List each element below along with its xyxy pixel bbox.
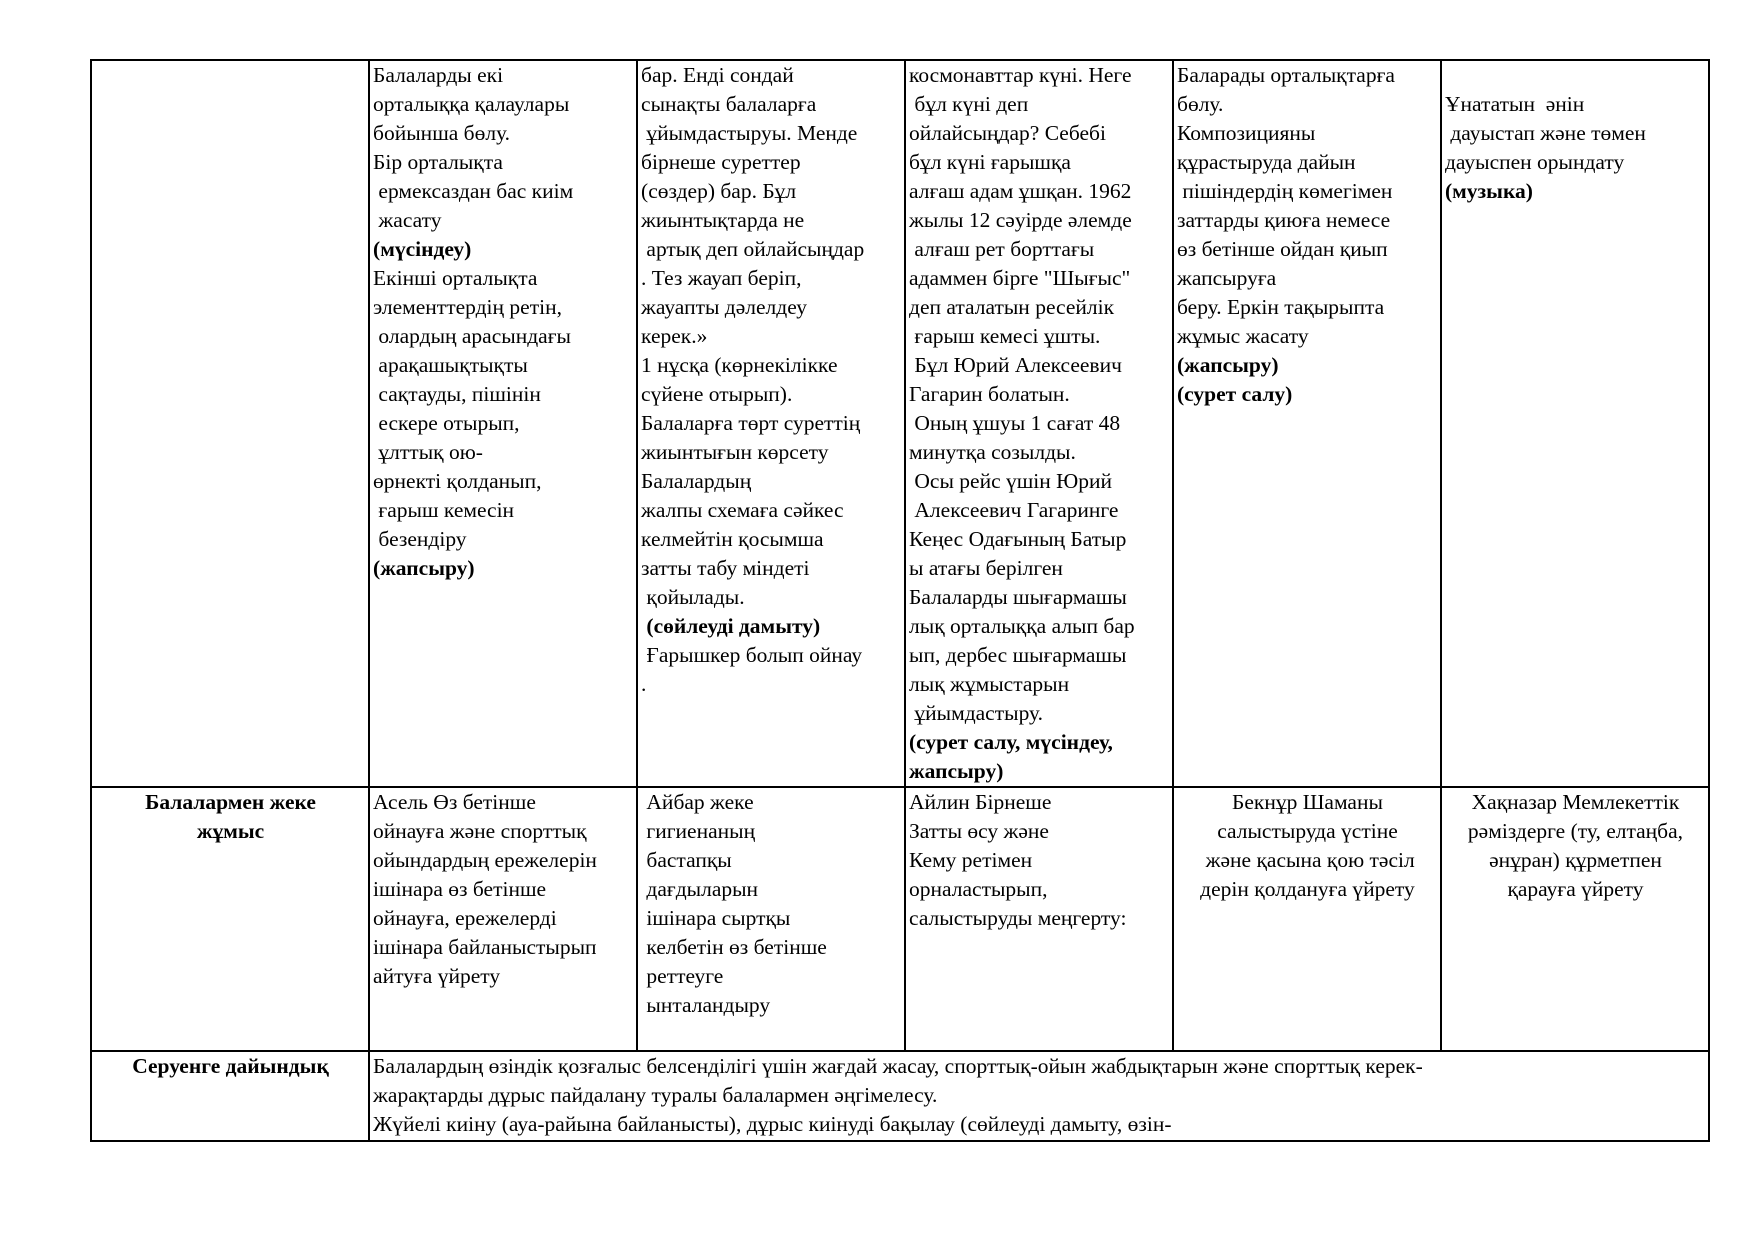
text-line: өз бетінше ойдан қиып (1177, 237, 1388, 261)
table-cell (1173, 787, 1441, 1051)
text-line: ермексаздан бас киім (373, 179, 574, 203)
text-line: артық деп ойлайсыңдар (641, 237, 865, 261)
text-line: Кему ретімен (909, 848, 1033, 872)
table-row-walk-preparation (91, 1051, 1709, 1141)
text-line: сынақты балаларға (641, 92, 817, 116)
text-line: жалпы схемаға сәйкес (641, 498, 844, 522)
table-cell (369, 60, 637, 787)
table-row-individual-work (91, 787, 1709, 1051)
text-line: дауыспен орындату (1444, 150, 1625, 174)
text-line: бастапқы (641, 848, 732, 872)
row-header-line: Балалармен жеке (145, 790, 316, 814)
text-line: бұл күні деп (909, 92, 1029, 116)
text-line: жарақтарды дұрыс пайдалану туралы балалармен әңгімелесу. (373, 1083, 938, 1107)
text-line: лық жұмыстарын (909, 672, 1070, 696)
text-line: алғаш рет борттағы (909, 237, 1095, 261)
text-line: келбетін өз бетінше (641, 935, 827, 959)
text-line: Бұл Юрий Алексеевич (909, 353, 1122, 377)
text-line: (сурет салу, мүсіндеу, (909, 730, 1113, 754)
table-row-activities (91, 60, 1709, 787)
schedule-table (90, 59, 1710, 1142)
text-line: Балаларды екі (373, 63, 504, 87)
text-line: Екінші орталықта (373, 266, 538, 290)
text-line: дағдыларын (641, 877, 759, 901)
text-line: жапсыруға (1177, 266, 1277, 290)
text-line: ы атағы берілген (909, 556, 1063, 580)
text-line: безендіру (373, 527, 467, 551)
text-line: жылы 12 сәуірде әлемде (909, 208, 1132, 232)
text-line: Айбар жеке (641, 790, 754, 814)
text-line: бар. Енді сондай (641, 63, 794, 87)
text-line: ойнауға және спорттық (373, 819, 587, 843)
table-cell (637, 787, 905, 1051)
text-line: лық орталыққа алып бар (909, 614, 1135, 638)
text-line: Бір орталықта (373, 150, 503, 174)
row-header-cell (91, 787, 369, 1051)
text-line: Алексеевич Гагаринге (909, 498, 1119, 522)
table-cell (1173, 60, 1441, 787)
text-line: . (641, 672, 647, 696)
text-line: жасату (373, 208, 442, 232)
row-header-line: Серуенге дайындық (132, 1054, 329, 1078)
text-line: Оның ұшуы 1 сағат 48 (909, 411, 1121, 435)
text-line: космонавттар күні. Неге (909, 63, 1132, 87)
text-line: (сурет салу) (1177, 382, 1293, 406)
text-line: беру. Еркін тақырыпта (1177, 295, 1385, 319)
text-line: рәміздерге (ту, елтаңба, (1467, 819, 1684, 843)
text-line: сүйене отырып). (641, 382, 793, 406)
text-line: әнұран) құрметпен (1489, 848, 1662, 872)
text-line: элементтердің ретін, (373, 295, 562, 319)
text-line: Ғарышкер болып ойнау (641, 643, 863, 667)
text-line: (сөздер) бар. Бұл (641, 179, 797, 203)
text-line: келмейтін қосымша (641, 527, 824, 551)
text-line: Осы рейс үшін Юрий (909, 469, 1113, 493)
text-line: жапсыру) (909, 759, 1004, 783)
text-line: бірнеше суреттер (641, 150, 801, 174)
text-line: орталыққа қалаулары (373, 92, 570, 116)
text-line: ғарыш кемесін (373, 498, 515, 522)
text-line: және қасына қою тәсіл (1200, 848, 1415, 872)
text-line: минутқа созылды. (909, 440, 1076, 464)
text-line: ұйымдастыру. (909, 701, 1044, 725)
text-line: құрастыруда дайын (1177, 150, 1356, 174)
text-line: керек.» (641, 324, 708, 348)
text-line: Жүйелі киіну (ауа-райына байланысты), дұрыс киінуді бақылау (сөйлеуді дамыту, өзін- (373, 1112, 1172, 1136)
row-header-cell (91, 60, 369, 787)
text-line: Бекнұр Шаманы (1232, 790, 1383, 814)
text-line: ескере отырып, (373, 411, 520, 435)
row-header-cell (91, 1051, 369, 1141)
table-cell (1441, 60, 1709, 787)
text-line: . Тез жауап беріп, (641, 266, 802, 290)
text-line: дауыстап және төмен (1444, 121, 1646, 145)
text-line: Баларады орталықтарға (1177, 63, 1395, 87)
text-line: бөлу. (1177, 92, 1224, 116)
text-line: ып, дербес шығармашы (909, 643, 1127, 667)
text-line: (жапсыру) (373, 556, 475, 580)
text-line: Айлин Бірнеше (909, 790, 1052, 814)
text-line: ұлттық ою- (373, 440, 483, 464)
text-line: (мүсіндеу) (373, 237, 472, 261)
text-line: жиынтықтарда не (641, 208, 805, 232)
text-line: салыстыруда үстіне (1217, 819, 1398, 843)
text-line: бұл күні ғарышқа (909, 150, 1071, 174)
text-line: ішінара байланыстырып (373, 935, 597, 959)
text-line: ішінара өз бетінше (373, 877, 547, 901)
text-line (1445, 61, 1706, 90)
text-line: Гагарин болатын. (909, 382, 1070, 406)
text-line: (жапсыру) (1177, 353, 1279, 377)
text-line: ойнауға, ережелерді (373, 906, 557, 930)
text-line: (сөйлеуді дамыту) (641, 614, 821, 638)
text-line: пішіндердің көмегімен (1177, 179, 1393, 203)
text-line: (музыка) (1444, 179, 1533, 203)
text-line: заттарды қиюға немесе (1177, 208, 1391, 232)
text-line: Композицияны (1177, 121, 1316, 145)
text-line: деп аталатын ресейлік (909, 295, 1115, 319)
table-cell (369, 787, 637, 1051)
text-line: Хақназар Мемлекеттік (1471, 790, 1680, 814)
text-line: Затты өсу және (909, 819, 1049, 843)
text-line: Асель Өз бетінше (373, 790, 536, 814)
text-line: Балаларды шығармашы (909, 585, 1127, 609)
text-line: ынталандыру (641, 993, 771, 1017)
row-header-line: жұмыс (196, 819, 265, 843)
text-line: сақтауды, пішінін (373, 382, 541, 406)
text-line: Кеңес Одағының Батыр (909, 527, 1127, 551)
text-line: ойлайсыңдар? Себебі (909, 121, 1106, 145)
text-line: қарауға үйрету (1507, 877, 1644, 901)
text-line: 1 нұсқа (көрнекілікке (641, 353, 838, 377)
text-line: айтуға үйрету (373, 964, 501, 988)
text-line: адаммен бірге "Шығыс" (909, 266, 1131, 290)
text-line: ішінара сыртқы (641, 906, 791, 930)
text-line: жауапты дәлелдеу (641, 295, 807, 319)
text-line: орналастырып, (909, 877, 1048, 901)
text-line: олардың арасындағы (373, 324, 571, 348)
text-line: қойылады. (641, 585, 745, 609)
text-line: алғаш адам ұшқан. 1962 (909, 179, 1132, 203)
text-line: жұмыс жасату (1177, 324, 1309, 348)
text-line: гигиенаның (641, 819, 756, 843)
text-line: ғарыш кемесі ұшты. (909, 324, 1101, 348)
table-cell-wide (369, 1051, 1709, 1141)
table-cell (905, 787, 1173, 1051)
text-line: Балалардың (641, 469, 752, 493)
text-line: затты табу міндеті (641, 556, 810, 580)
table-cell (1441, 787, 1709, 1051)
text-line: реттеуге (641, 964, 724, 988)
table-cell (905, 60, 1173, 787)
text-line: ұйымдастыруы. Менде (641, 121, 858, 145)
text-line: Балаларға төрт суреттің (641, 411, 861, 435)
text-line: дерін қолдануға үйрету (1200, 877, 1415, 901)
text-line: Балалардың өзіндік қозғалыс белсенділігі үшін жағдай жасау, спорттық-ойын жабдықтарын және спорттық керек- (373, 1054, 1423, 1078)
text-line: Ұнататын әнін (1444, 92, 1585, 116)
text-line: бойынша бөлу. (373, 121, 511, 145)
text-line: өрнекті қолданып, (373, 469, 542, 493)
text-line: жиынтығын көрсету (641, 440, 829, 464)
text-line: арақашықтықты (373, 353, 528, 377)
text-line: ойындардың ережелерін (373, 848, 597, 872)
table-cell (637, 60, 905, 787)
text-line: салыстыруды меңгерту: (909, 906, 1127, 930)
